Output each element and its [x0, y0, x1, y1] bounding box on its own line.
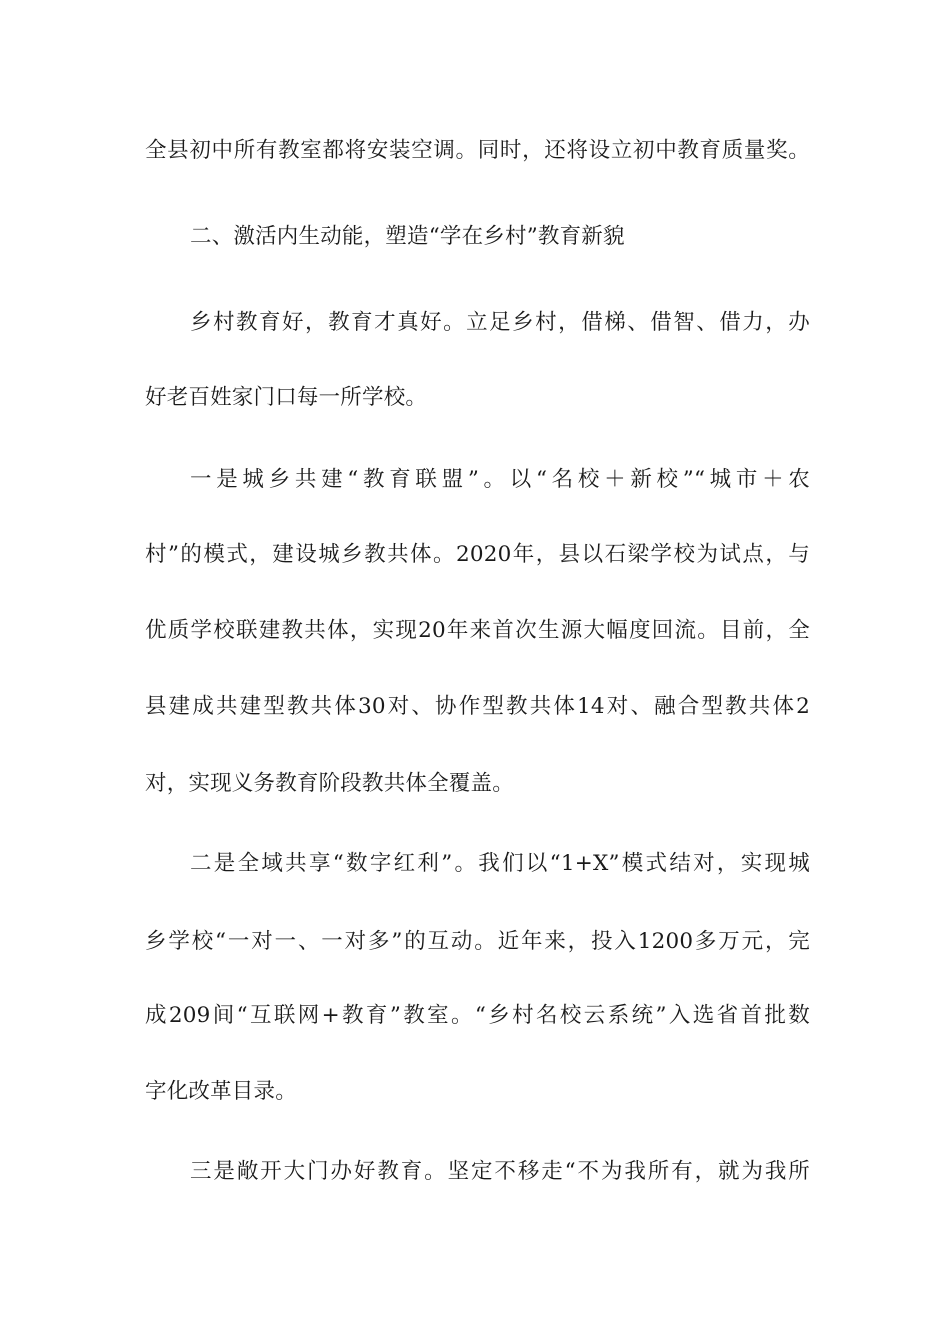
paragraph-line: 字化改革目录。 [145, 1079, 297, 1104]
paragraph-line: 一是城乡共建“教育联盟”。以“名校＋新校”“城市＋农 [190, 467, 810, 492]
section-heading: 二、激活内生动能，塑造“学在乡村”教育新貌 [190, 224, 625, 249]
paragraph-line: 成209间“互联网+教育”教室。“乡村名校云系统”入选省首批数 [145, 1003, 810, 1028]
paragraph-line: 三是敞开大门办好教育。坚定不移走“不为我所有，就为我所 [190, 1159, 810, 1184]
paragraph-line: 优质学校联建教共体，实现20年来首次生源大幅度回流。目前，全 [145, 618, 810, 643]
paragraph-line: 好老百姓家门口每一所学校。 [145, 385, 428, 410]
paragraph-line: 乡学校“一对一、一对多”的互动。近年来，投入1200多万元，完 [145, 929, 810, 954]
paragraph-line: 村”的模式，建设城乡教共体。2020年，县以石梁学校为试点，与 [145, 542, 810, 567]
paragraph-line: 对，实现义务教育阶段教共体全覆盖。 [145, 771, 514, 796]
paragraph-line: 县建成共建型教共体30对、协作型教共体14对、融合型教共体2 [145, 694, 810, 719]
paragraph-line: 全县初中所有教室都将安装空调。同时，还将设立初中教育质量奖。 [145, 138, 810, 163]
paragraph-line: 乡村教育好，教育才真好。立足乡村，借梯、借智、借力，办 [190, 310, 810, 335]
paragraph-line: 二是全域共享“数字红利”。我们以“1+X”模式结对，实现城 [190, 851, 810, 876]
